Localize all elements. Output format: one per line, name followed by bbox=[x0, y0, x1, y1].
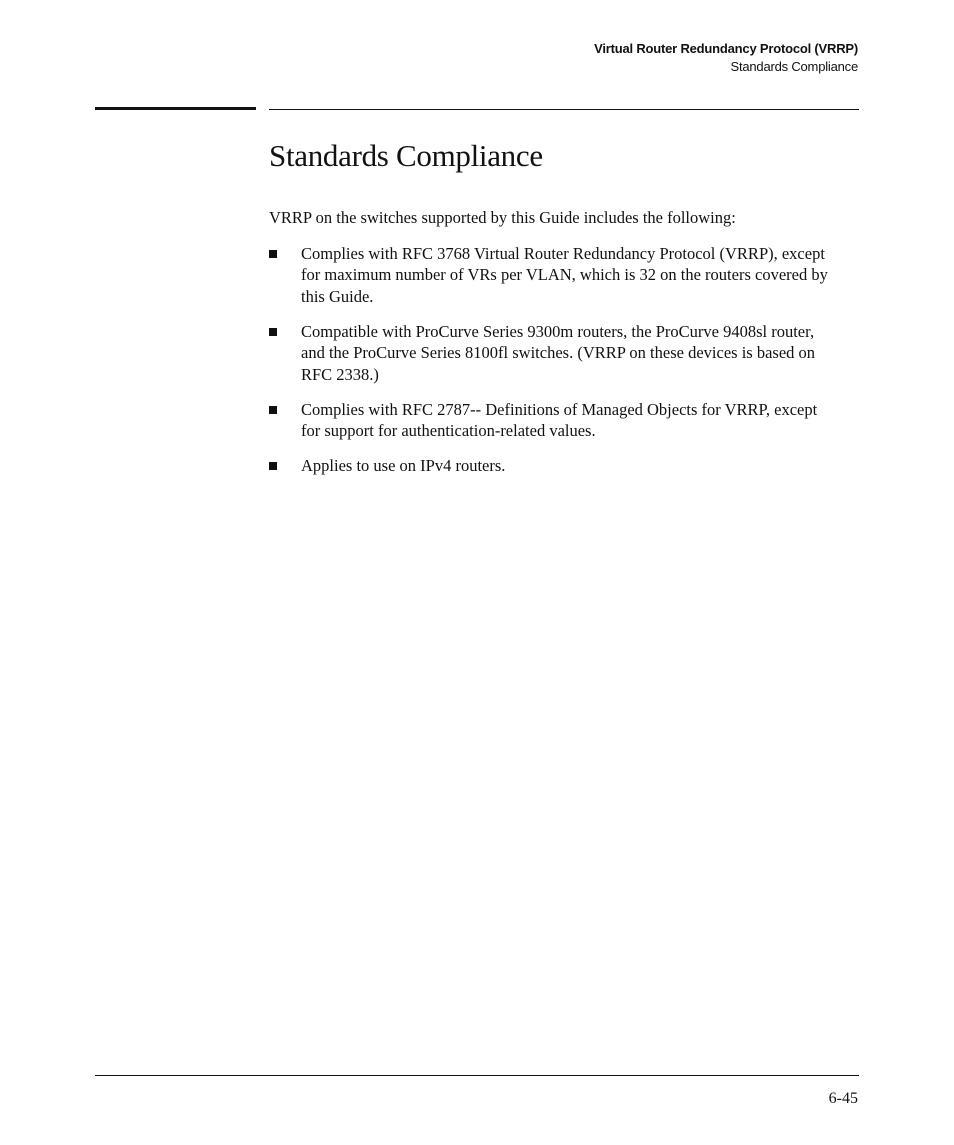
body-content bbox=[269, 207, 829, 490]
list-item-text: Complies with RFC 2787-- Definitions of Managed Objects for VRRP, except for support for authentication-related values. bbox=[301, 399, 818, 440]
square-bullet-icon bbox=[269, 406, 277, 414]
list-item bbox=[269, 321, 829, 386]
square-bullet-icon bbox=[269, 462, 277, 470]
list-item-text: Complies with RFC 3768 Virtual Router Redundancy Protocol (VRRP), except for maximum number of VRs per VLAN, which is 32 on the routers covered by this Guide. bbox=[301, 243, 828, 306]
list-item bbox=[269, 399, 829, 442]
list-item bbox=[269, 455, 829, 477]
list-item bbox=[269, 243, 829, 308]
list-item-text: Compatible with ProCurve Series 9300m routers, the ProCurve 9408sl router, and the ProCurve Series 8100fl switches. (VRRP on these devices is based on RFC 2338.) bbox=[301, 321, 816, 384]
square-bullet-icon bbox=[269, 250, 277, 258]
running-header-section-title: Standards Compliance bbox=[730, 59, 858, 74]
header-rule-thick bbox=[95, 107, 256, 110]
page-title: Standards Compliance bbox=[269, 138, 543, 173]
running-header bbox=[594, 40, 858, 76]
page-number: 6-45 bbox=[828, 1090, 858, 1107]
compliance-list bbox=[269, 243, 829, 477]
running-header-chapter-title: Virtual Router Redundancy Protocol (VRRP) bbox=[594, 41, 858, 56]
header-rule-thin bbox=[269, 109, 859, 110]
list-item-text: Applies to use on IPv4 routers. bbox=[301, 456, 506, 475]
footer-rule bbox=[95, 1075, 859, 1076]
intro-paragraph: VRRP on the switches supported by this Guide includes the following: bbox=[269, 208, 736, 227]
square-bullet-icon bbox=[269, 328, 277, 336]
